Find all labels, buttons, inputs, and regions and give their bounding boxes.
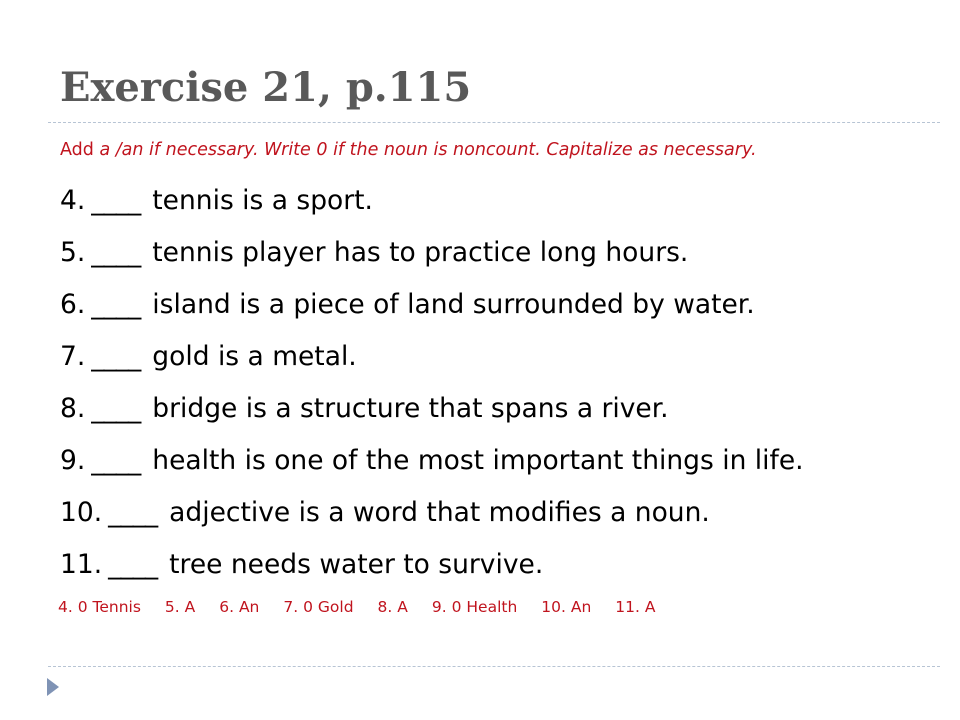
answer-item: 4. 0 Tennis (58, 598, 141, 616)
answer-item: 6. An (219, 598, 260, 616)
instructions-lead: Add (60, 140, 100, 160)
item-number: 11. (60, 549, 103, 580)
answer-key (58, 598, 679, 616)
item-blank: ____ (91, 237, 141, 268)
item-blank: ____ (91, 289, 141, 320)
answer-item: 5. A (164, 598, 196, 616)
item-blank: ____ (108, 549, 158, 580)
answer-item: 7. 0 Gold (283, 598, 354, 616)
item-blank: ____ (91, 185, 141, 216)
triangle-right-icon (47, 678, 59, 696)
item-number: 5. (60, 237, 86, 268)
instructions (60, 140, 920, 160)
bottom-divider (48, 666, 940, 667)
answer-item: 10. An (541, 598, 592, 616)
exercise-item (60, 337, 940, 389)
exercise-item (60, 441, 940, 493)
item-number: 10. (60, 497, 103, 528)
item-text: tennis player has to practice long hours. (152, 237, 689, 268)
exercise-item (60, 181, 940, 233)
item-number: 7. (60, 341, 86, 372)
item-text: island is a piece of land surrounded by water. (152, 289, 755, 320)
answer-item: 11. A (615, 598, 656, 616)
item-text: tree needs water to survive. (169, 549, 544, 580)
item-number: 8. (60, 393, 86, 424)
item-blank: ____ (91, 445, 141, 476)
exercise-item (60, 545, 940, 597)
item-blank: ____ (91, 393, 141, 424)
answer-item: 9. 0 Health (431, 598, 518, 616)
instructions-body: a /an if necessary. Write 0 if the noun is noncount. Capitalize as necessary. (99, 140, 757, 160)
item-text: adjective is a word that modifies a noun. (169, 497, 710, 528)
exercise-item (60, 389, 940, 441)
item-blank: ____ (108, 497, 158, 528)
top-divider (48, 122, 940, 123)
item-blank: ____ (91, 341, 141, 372)
exercise-list (60, 181, 940, 597)
item-number: 6. (60, 289, 86, 320)
exercise-item (60, 233, 940, 285)
item-text: tennis is a sport. (152, 185, 373, 216)
exercise-item (60, 285, 940, 337)
item-number: 9. (60, 445, 86, 476)
item-text: health is one of the most important things in life. (152, 445, 804, 476)
item-text: bridge is a structure that spans a river. (152, 393, 669, 424)
answer-item: 8. A (377, 598, 408, 616)
page-title: Exercise 21, p.115 (60, 64, 472, 111)
exercise-item (60, 493, 940, 545)
item-text: gold is a metal. (152, 341, 357, 372)
item-number: 4. (60, 185, 86, 216)
